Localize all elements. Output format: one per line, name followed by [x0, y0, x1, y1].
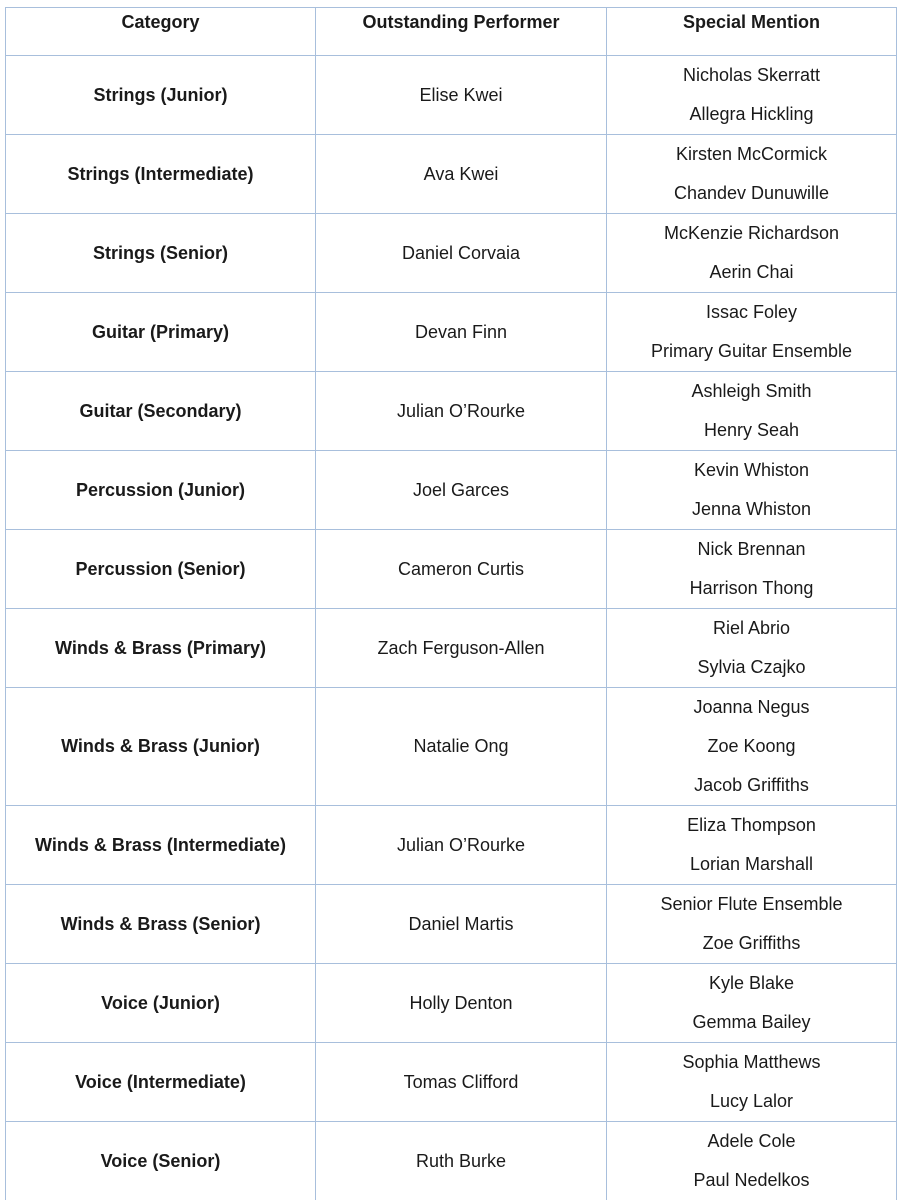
- mention-column-header: Special Mention: [607, 8, 897, 56]
- mention-name: Nick Brennan: [697, 539, 806, 559]
- category-cell: Strings (Senior): [6, 214, 316, 293]
- performer-cell: Ruth Burke: [316, 1122, 607, 1200]
- mention-name: Issac Foley: [705, 302, 798, 322]
- mention-name: Jenna Whiston: [691, 499, 812, 519]
- mention-name: Sylvia Czajko: [697, 657, 806, 677]
- mention-name: Adele Cole: [707, 1131, 796, 1151]
- mention-cell: [607, 214, 897, 293]
- mention-name: Gemma Bailey: [692, 1012, 811, 1032]
- table-row: [6, 885, 897, 964]
- table-header-row: [6, 8, 897, 56]
- table-row: [6, 1122, 897, 1200]
- mention-name: Lorian Marshall: [689, 854, 814, 874]
- table-row: [6, 451, 897, 530]
- category-cell: Percussion (Junior): [6, 451, 316, 530]
- mention-cell: [607, 1043, 897, 1122]
- mention-cell: [607, 293, 897, 372]
- performer-cell: Zach Ferguson-Allen: [316, 609, 607, 688]
- mention-name: Jacob Griffiths: [694, 775, 809, 795]
- performer-cell: Holly Denton: [316, 964, 607, 1043]
- category-cell: Winds & Brass (Senior): [6, 885, 316, 964]
- performer-cell: Daniel Martis: [316, 885, 607, 964]
- mention-name: Riel Abrio: [712, 618, 791, 638]
- table-row: [6, 1043, 897, 1122]
- category-cell: Strings (Junior): [6, 56, 316, 135]
- category-cell: Guitar (Secondary): [6, 372, 316, 451]
- mention-name: Ashleigh Smith: [691, 381, 812, 401]
- performer-cell: Devan Finn: [316, 293, 607, 372]
- table-row: [6, 688, 897, 806]
- mention-name: Kirsten McCormick: [675, 144, 827, 164]
- category-cell: Percussion (Senior): [6, 530, 316, 609]
- mention-name: McKenzie Richardson: [663, 223, 840, 243]
- mention-name: Nicholas Skerratt: [682, 65, 821, 85]
- mention-name: Senior Flute Ensemble: [660, 894, 843, 914]
- table-row: [6, 372, 897, 451]
- performer-cell: Natalie Ong: [316, 688, 607, 806]
- mention-cell: [607, 56, 897, 135]
- category-cell: Voice (Junior): [6, 964, 316, 1043]
- mention-name: Harrison Thong: [689, 578, 814, 598]
- category-cell: Winds & Brass (Intermediate): [6, 806, 316, 885]
- performer-cell: Daniel Corvaia: [316, 214, 607, 293]
- performer-cell: Ava Kwei: [316, 135, 607, 214]
- mention-cell: [607, 135, 897, 214]
- mention-name: Lucy Lalor: [709, 1091, 794, 1111]
- mention-cell: [607, 885, 897, 964]
- awards-table: [5, 7, 897, 1200]
- mention-name: Paul Nedelkos: [693, 1170, 810, 1190]
- table-row: [6, 56, 897, 135]
- mention-cell: [607, 688, 897, 806]
- category-cell: Winds & Brass (Primary): [6, 609, 316, 688]
- table-row: [6, 135, 897, 214]
- mention-cell: [607, 530, 897, 609]
- table-row: [6, 806, 897, 885]
- mention-cell: [607, 964, 897, 1043]
- mention-name: Kyle Blake: [708, 973, 795, 993]
- mention-name: Henry Seah: [703, 420, 800, 440]
- performer-cell: Joel Garces: [316, 451, 607, 530]
- performer-cell: Tomas Clifford: [316, 1043, 607, 1122]
- table-row: [6, 530, 897, 609]
- mention-cell: [607, 451, 897, 530]
- mention-name: Zoe Koong: [707, 736, 796, 756]
- mention-cell: [607, 609, 897, 688]
- table-row: [6, 293, 897, 372]
- category-cell: Voice (Intermediate): [6, 1043, 316, 1122]
- mention-name: Kevin Whiston: [693, 460, 810, 480]
- table-row: [6, 609, 897, 688]
- performer-cell: Elise Kwei: [316, 56, 607, 135]
- category-cell: Voice (Senior): [6, 1122, 316, 1200]
- category-cell: Strings (Intermediate): [6, 135, 316, 214]
- mention-cell: [607, 806, 897, 885]
- mention-name: Sophia Matthews: [682, 1052, 821, 1072]
- performer-cell: Cameron Curtis: [316, 530, 607, 609]
- category-column-header: Category: [6, 8, 316, 56]
- mention-name: Joanna Negus: [693, 697, 810, 717]
- mention-name: Allegra Hickling: [689, 104, 814, 124]
- mention-cell: [607, 1122, 897, 1200]
- mention-name: Zoe Griffiths: [702, 933, 801, 953]
- mention-name: Aerin Chai: [709, 262, 794, 282]
- mention-name: Chandev Dunuwille: [673, 183, 830, 203]
- awards-table-body: [6, 56, 897, 1200]
- category-cell: Winds & Brass (Junior): [6, 688, 316, 806]
- performer-cell: Julian O’Rourke: [316, 806, 607, 885]
- mention-name: Eliza Thompson: [687, 815, 816, 835]
- table-row: [6, 964, 897, 1043]
- mention-name: Primary Guitar Ensemble: [650, 341, 853, 361]
- performer-cell: Julian O’Rourke: [316, 372, 607, 451]
- table-row: [6, 214, 897, 293]
- mention-cell: [607, 372, 897, 451]
- performer-column-header: Outstanding Performer: [316, 8, 607, 56]
- category-cell: Guitar (Primary): [6, 293, 316, 372]
